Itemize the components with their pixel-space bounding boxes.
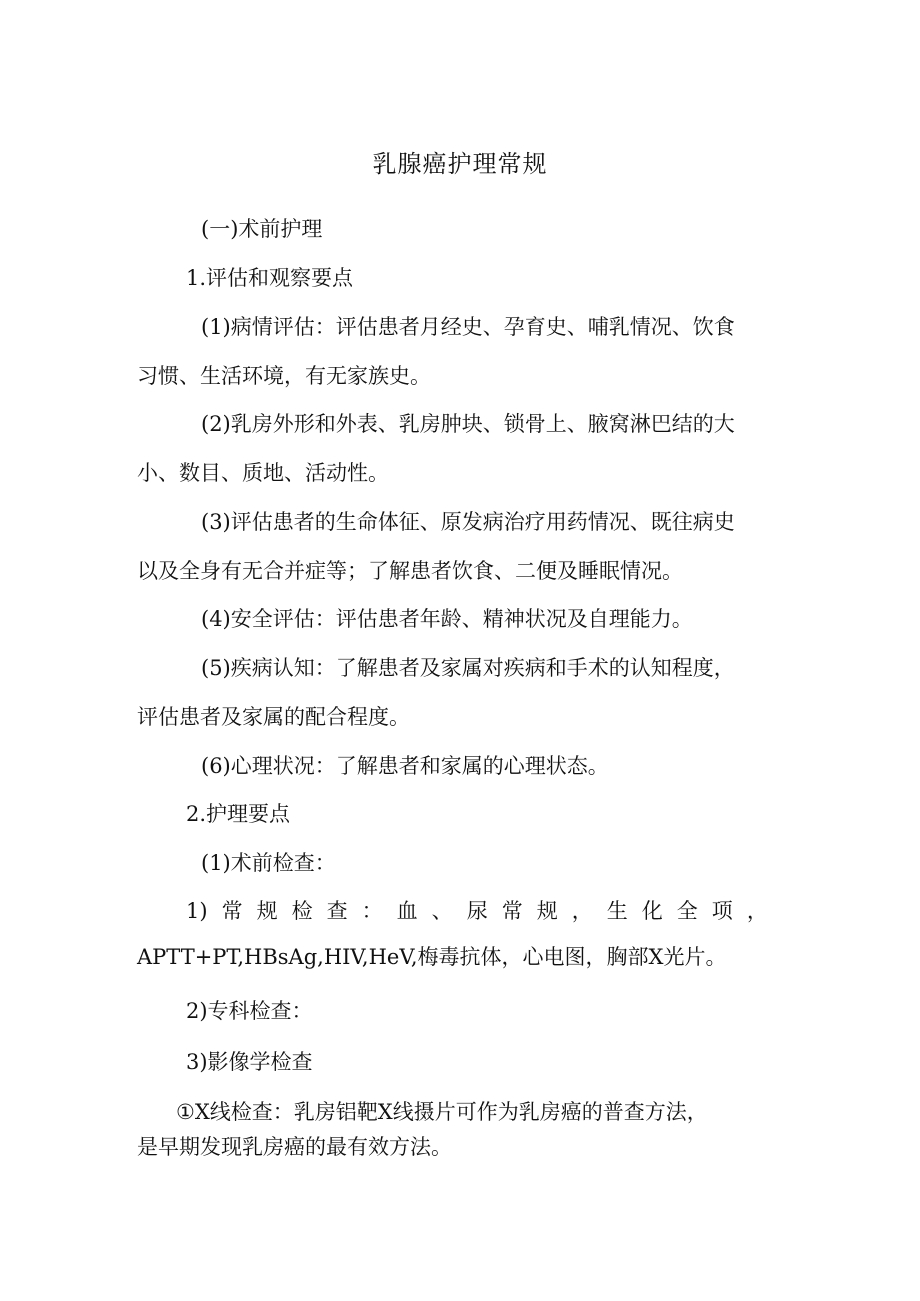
justified-word: 项 (711, 899, 733, 923)
justified-word: 常 (501, 899, 523, 923)
justified-word: ， (746, 899, 768, 923)
justified-word: 1) (186, 899, 208, 923)
paragraph-line: 评估患者及家属的配合程度。 (137, 705, 410, 729)
paragraph-line: 是早期发现乳房癌的最有效方法。 (137, 1135, 452, 1159)
paragraph-line: APTT+PT,HBsAg,HIV,HeV,梅毒抗体，心电图，胸部X光片。 (137, 945, 727, 969)
paragraph-line: 小、数目、质地、活动性。 (137, 461, 389, 485)
paragraph-line: (6)心理状况：了解患者和家属的心理状态。 (201, 754, 609, 778)
justified-word: 、 (431, 899, 453, 923)
paragraph-line: 以及全身有无合并症等；了解患者饮食、二便及睡眠情况。 (137, 559, 683, 583)
justified-word: 尿 (466, 899, 488, 923)
paragraph-line: (3)评估患者的生命体征、原发病治疗用药情况、既往病史 (201, 510, 735, 534)
paragraph-line: (2)乳房外形和外表、乳房肿块、锁骨上、腋窝淋巴结的大 (201, 412, 735, 436)
justified-line-routine-exam (186, 896, 768, 926)
justified-word: 常 (221, 899, 243, 923)
paragraph-line: ①X线检查：乳房铝靶X线摄片可作为乳房癌的普查方法， (176, 1100, 708, 1124)
justified-word: ， (571, 899, 593, 923)
justified-word: ： (361, 899, 383, 923)
paragraph-line: (4)安全评估：评估患者年龄、精神状况及自理能力。 (201, 607, 693, 631)
paragraph-line: (5)疾病认知：了解患者及家属对疾病和手术的认知程度， (201, 656, 735, 680)
justified-word: 全 (676, 899, 698, 923)
page-title: 乳腺癌护理常规 (372, 150, 548, 178)
justified-word: 规 (256, 899, 278, 923)
list-item-imaging-exam: 3)影像学检查 (186, 1050, 313, 1074)
list-item-specialist-exam: 2)专科检查： (186, 999, 313, 1023)
subheading-preop-exam: (1)术前检查： (201, 851, 336, 875)
justified-word: 化 (641, 899, 663, 923)
paragraph-line: 习惯、生活环境，有无家族史。 (137, 364, 431, 388)
heading-care-points: 2.护理要点 (186, 802, 291, 826)
justified-word: 规 (536, 899, 558, 923)
justified-word: 检 (291, 899, 313, 923)
paragraph-line: (1)病情评估：评估患者月经史、孕育史、哺乳情况、饮食 (201, 315, 735, 339)
justified-word: 查 (326, 899, 348, 923)
heading-assessment: 1.评估和观察要点 (186, 266, 354, 290)
justified-word: 血 (396, 899, 418, 923)
justified-word: 生 (606, 899, 628, 923)
section-heading-preop: (一)术前护理 (201, 217, 323, 241)
